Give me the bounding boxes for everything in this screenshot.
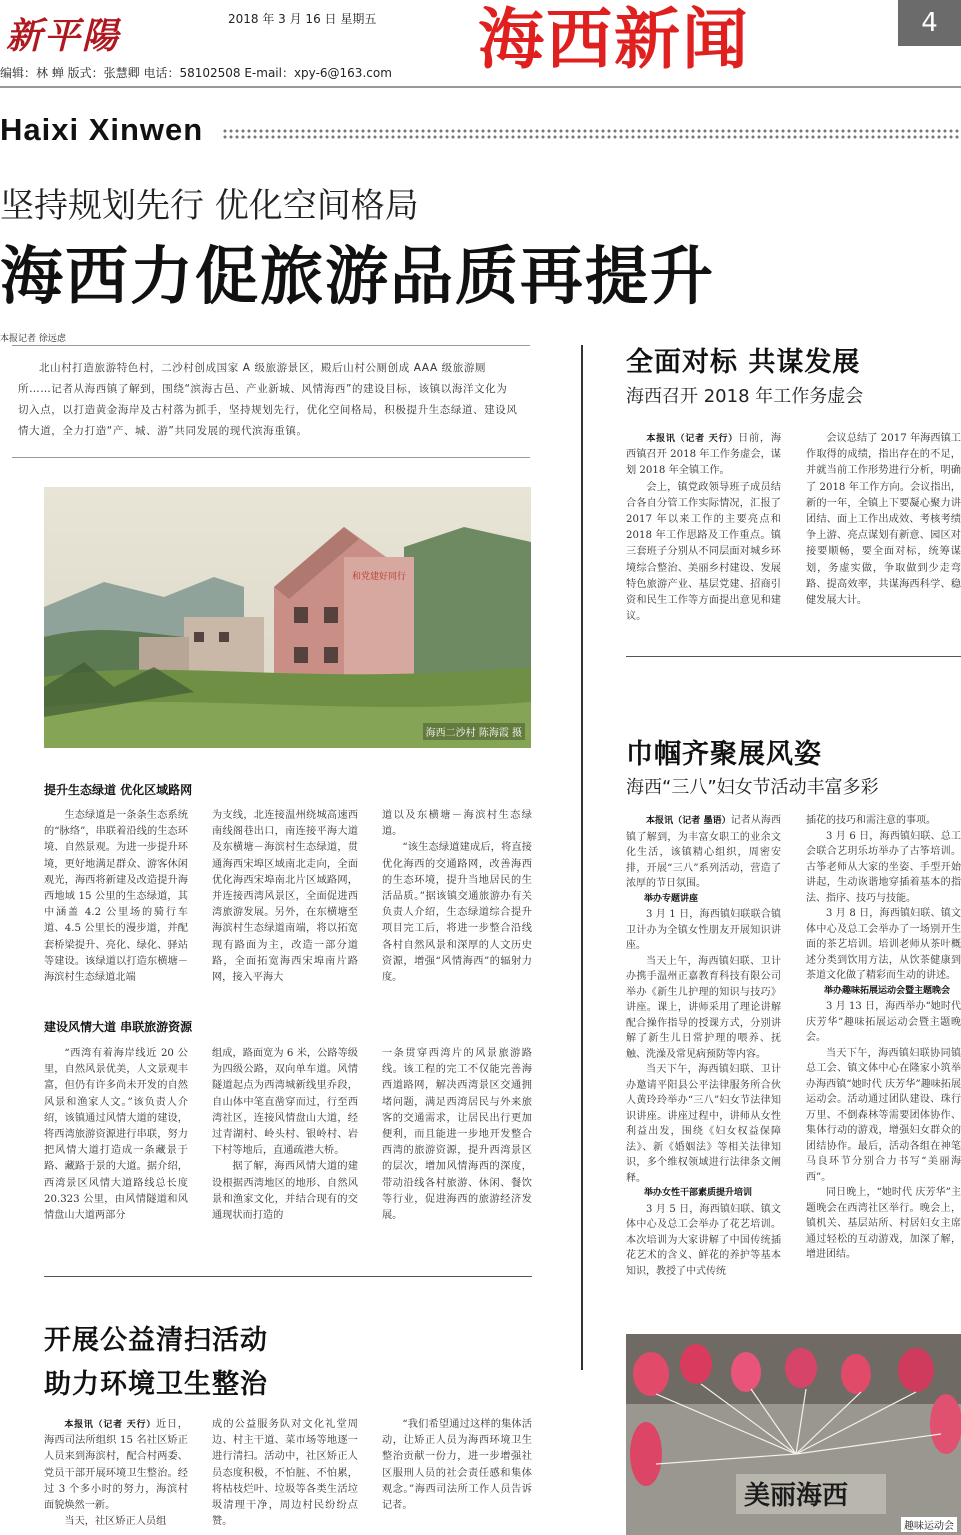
- paragraph: 当天下午，海西镇妇联、卫计办邀请平阳县公平法律服务所合伙人黄玲玲举办“三八”妇女节法律知识讲座。讲座过程中，讲师从女性利益出发，围绕《妇女权益保障法》、新《婚姻法》等相关法律知识，多个维权领域进行法律条文阐释。: [626, 1064, 781, 1184]
- photo-caption: 趣味运动会: [901, 1517, 957, 1532]
- article-column: [212, 808, 358, 986]
- paragraph: 3 月 1 日，海西镇妇联联合镇卫计办为全镇女性朋友开展知识讲座。: [626, 909, 781, 951]
- lead-headline: 海西力促旅游品质再提升: [0, 240, 715, 313]
- calligraphy-text: 美丽海西: [744, 1481, 849, 1511]
- women-headline: 巾帼齐聚展风姿: [626, 739, 822, 770]
- article-column: [212, 1046, 358, 1224]
- article-column: [626, 431, 781, 625]
- paragraph: 3 月 13 日，海西举办“她时代 庆芳华”趣味拓展运动会暨主题晚会。: [806, 1001, 961, 1043]
- byline: 本报讯（记者 天行）: [646, 434, 739, 444]
- divider: [626, 656, 961, 657]
- lead-lede: 北山村打造旅游特色村，二沙村创成国家 A 级旅游景区，殿后山村公厕创成 AAA 级旅游厕所……记者从海西镇了解到，围绕“滨海古邑、产业新城、风情海西”的建设目标，该镇以海洋文化为切入点，以打造黄金海岸及古村落为抓手，坚持规划先行，优化空间格局，积极提升生态绿道、建设风情大道，全力打造“产、城、游”共同发展的现代滨海重镇。: [18, 362, 518, 437]
- paragraph-text: 记者从海西镇了解到，为丰富女职工的业余文化生活，该镇精心组织，周密安排，开展“三八”系列活动，营造了浓厚的节日氛围。: [626, 815, 781, 889]
- newspaper-logo: 新平陽: [6, 15, 121, 57]
- cleanup-headline-2: 助力环境卫生整治: [44, 1369, 268, 1400]
- article-column: [382, 1046, 532, 1224]
- subsection-heading: 举办女性干部素质提升培训: [644, 1188, 753, 1198]
- byline: 本报讯（记者 墨语）: [646, 816, 731, 826]
- article-column: [382, 808, 532, 986]
- page-number-badge: 4: [898, 0, 961, 46]
- paragraph: 为支线，北连接温州绕城高速西南线阁巷出口，南连接平海大道及东横塘－海滨村生态绿道，贯通海西宋埠区域南北走向，全面优化海西宋埠南北片区域路网，并连接西湾风景区，全面促进西湾旅游发展。另外，在东横塘至海滨村生态绿道南端，将以拓宽现有路面为主，改造一部分道路，全面拓宽海西宋埠南片路网，接入平海大: [212, 810, 358, 984]
- games-photo: [626, 1334, 961, 1535]
- paragraph-text: 日前，海西镇召开 2018 年工作务虚会，谋划 2018 年全镇工作。: [626, 433, 782, 477]
- subsection-heading: 举办趣味拓展运动会暨主题晚会: [824, 985, 951, 996]
- article-column: [806, 431, 961, 609]
- editor-credits: 编辑：林 蝉 版式：张慧卿 电话：58102508 E-mail：xpy-6@163.com: [0, 66, 392, 80]
- dotted-rule: [222, 128, 961, 140]
- svg-text:和党建好同行: 和党建好同行: [352, 572, 407, 582]
- article-column: [806, 813, 961, 1263]
- paragraph: 组成，路面宽为 6 米，公路等级为四级公路，双向单车道。风情隧道起点为西湾城新线里乔段，自山体中笔直凿穿而过，行至西湾社区，连接风情盘山大道，经过青湖村、岭头村、银岭村、岩下村等地后，直通疏港大桥。: [212, 1048, 358, 1157]
- paragraph-text: 近日，海西司法所组织 15 名社区矫正人员来到海滨村，配合村两委、党员干部开展环境卫生整治。经过 3 个多小时的努力，海滨村面貌焕然一新。: [44, 1419, 188, 1512]
- paragraph: 道以及东横塘－海滨村生态绿道。: [382, 810, 532, 838]
- section-heading: 提升生态绿道 优化区域路网: [44, 783, 193, 797]
- paragraph: “我们希望通过这样的集体活动，让矫正人员为海西环境卫生整治贡献一份力，进一步增强社区服刑人员的社会责任感和集体观念。”海西司法所工作人员告诉记者。: [382, 1419, 532, 1512]
- village-photo: [44, 487, 531, 748]
- subsection-heading: 举办专题讲座: [644, 893, 699, 904]
- paragraph: 当天下午，海西镇妇联协同镇总工会、镇文体中心在隆家小筑举办海西镇“她时代 庆芳华”趣味拓展运动会。活动通过团队建设、珠行万里、不倒森林等需要团体协作、集体行动的游戏，增强妇女群众的团结协作。最后，活动各组在神笔马良环节分别合力书写“美丽海西”。: [806, 1047, 961, 1183]
- article-column: [44, 808, 188, 986]
- divider: [44, 1276, 532, 1277]
- section-pinyin: Haixi Xinwen: [0, 112, 204, 147]
- issue-date: 2018 年 3 月 16 日 星期五: [228, 12, 377, 26]
- paragraph: 3 月 5 日，海西镇妇联、镇文体中心及总工会举办了花艺培训。本次培训为大家讲解了中国传统插花艺术的含义、鲜花的养护等基本知识，教授了中式传统: [626, 1203, 781, 1277]
- article-column: [44, 1417, 188, 1530]
- lead-subtitle: 坚持规划先行 优化空间格局: [0, 186, 419, 226]
- paragraph: 成的公益服务队对文化礼堂周边、村主干道、菜市场等地逐一进行清扫。活动中，社区矫正人员态度积极，不怕脏、不怕累，将枯枝烂叶、垃圾等各类生活垃圾清理干净，周边村民纷纷点赞。: [212, 1419, 358, 1528]
- paragraph: “该生态绿道建成后，将直接优化海西的交通路网，改善海西的生态环境，提升当地居民的生活品质。”据该镇交通旅游办有关负责人介绍，生态绿道综合提升项目完工后，将进一步整合沿线各村自然风景和深厚的人文历史资源，增强“风情海西”的辐射力度。: [382, 842, 532, 984]
- article-column: [382, 1417, 532, 1514]
- paragraph: 会议总结了 2017 年海西镇工作取得的成绩，指出存在的不足，并就当前工作形势进行分析，明确了 2018 年工作方向。会议指出，新的一年，全镇上下要凝心聚力讲团结、面上工作出成效、考核考绩争上游、亮点谋划有新意、园区对接要顺畅，要全面对标，统筹谋划，务虚实做，争取做到少走弯路、提高效率，共谋海西科学、稳健发展大计。: [806, 433, 961, 607]
- article-column: [44, 1046, 188, 1224]
- paragraph: 当天上午，海西镇妇联、卫计办携手温州正嘉教育科技有限公司举办《新生儿护理的知识与技巧》讲座。课上，讲师采用了理论讲解配合操作指导的授课方式，分别讲解了新生儿日常护理的喂养、抚触、洗澡及常见病预防等内容。: [626, 955, 781, 1060]
- article-column: [626, 813, 781, 1279]
- section-heading: 建设风情大道 串联旅游资源: [44, 1020, 193, 1034]
- paragraph: 一条贯穿西湾片的风景旅游路线。该工程的完工不仅能完善海西道路网，解决西湾景区交通拥堵问题，满足西湾居民与外来旅客的交通需求，让居民出行更加便利，而且能进一步地开发整合西湾的旅游资源，提升西湾景区的层次，增加风情海西的深度，带动沿线各村旅游、休闲、餐饮等行业，促进海西的旅游经济发展。: [382, 1048, 532, 1222]
- work-headline: 全面对标 共谋发展: [626, 347, 861, 378]
- paragraph: 3 月 6 日，海西镇妇联、总工会联合艺玥乐坊举办了古筝培训。古筝老师从大家的坐姿、手型开始讲起，生动诙谐地穿插着基本的指法、指序、技巧与技能。: [806, 830, 961, 904]
- column-divider: [581, 345, 583, 1370]
- paragraph: 会上，镇党政领导班子成员结合各自分管工作实际情况，汇报了 2017 年以来工作的主要亮点和 2018 年工作思路及工作重点。镇三套班子分别从不同层面对城乡环境综合整治、美丽乡村建设、发展特色旅游产业、基层党建、招商引资和民生工作等方面提出意见和建议。: [626, 481, 781, 623]
- lead-reporter: 本报记者 徐远虑: [0, 334, 66, 344]
- cleanup-headline-1: 开展公益清扫活动: [44, 1325, 268, 1356]
- work-subtitle: 海西召开 2018 年工作务虚会: [626, 386, 864, 407]
- paragraph: 生态绿道是一条条生态系统的“脉络”，串联着沿线的生态环境、自然景观。为进一步提升环境，更好地满足群众、游客休闲观光，海西将新建及改造提升海西地域 15 公里的生态绿道，其中涵盖 4.2 公里场的骑行车道、4.5 公里长的漫步道，并配套桥梁提升、亮化、绿化、驿站等建设。该绿道以打造东横塘－海滨村生态绿道北端: [44, 810, 188, 984]
- section-title: 海西新闻: [478, 1, 750, 78]
- women-subtitle: 海西“三八”妇女节活动丰富多彩: [626, 777, 879, 798]
- paragraph: 同日晚上，“她时代 庆芳华”主题晚会在西湾社区举行。晚会上，镇机关、基层站所、村居妇女主席通过轻松的互动游戏，加深了解，增进团结。: [806, 1187, 961, 1260]
- photo-caption: 海西二沙村 陈海霞 摄: [423, 723, 525, 740]
- paragraph: “西湾有着海岸线近 20 公里，自然风景优美，人文景观丰富，但仍有许多尚未开发的自然风景和渔家人文。”该负责人介绍，该镇通过风情大道的建设，将西湾旅游资源进行串联，努力把风情大道打造成一条藏景于路、藏路于景的大道。据介绍，西湾景区风情大道路线总长度 20.323 公里，由风情隧道和风情盘山大道两部分: [44, 1048, 188, 1222]
- paragraph: 插花的技巧和需注意的事项。: [806, 815, 936, 826]
- byline: 本报讯（记者 天行）: [64, 1420, 156, 1430]
- paragraph: 当天，社区矫正人员组: [64, 1516, 167, 1528]
- paragraph: 3 月 8 日，海西镇妇联、镇文体中心及总工会举办了一场别开生面的茶艺培训。培训老师从茶叶概述分类到饮用方法，从饮茶健康到茶道文化做了精彩而生动的讲述。: [806, 908, 961, 981]
- masthead-divider: [0, 86, 961, 88]
- article-column: [212, 1417, 358, 1530]
- paragraph: 据了解，海西风情大道的建设根据西湾地区的地形、自然风景和渔家文化，并结合现有的交通现状而打造的: [212, 1161, 358, 1222]
